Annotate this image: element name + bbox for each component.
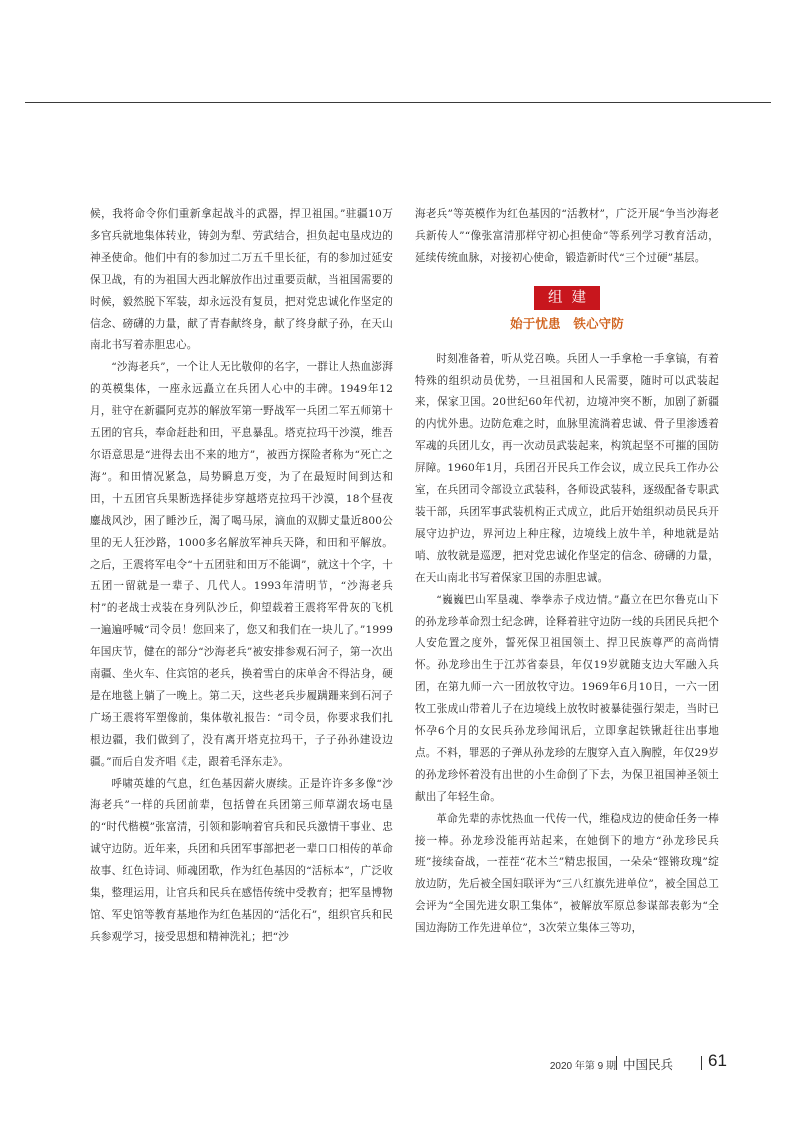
footer-divider: [701, 1056, 702, 1070]
paragraph: “沙海老兵”，一个让人无比敬仰的名字，一群让人热血澎湃的英模集体，一座永远矗立在兵团人心中的丰碑。1949年12月，驻守在新疆阿克苏的解放军第一野战军一兵团二军五师第十五团的官兵，奉命赶赴和田，平息暴乱。塔克拉玛干沙漠，维吾尔语意思是“进得去出不来的地方”，被西方探险者称为“死亡之海”。和田情况紧急，局势瞬息万变，为了在最短时间到达和田，十五团官兵果断选择徒步穿越塔克拉玛干沙漠，18个昼夜鏖战风沙，困了睡沙丘，渴了喝马尿，滴血的双脚丈量近800公里的无人狂沙路，1000多名解放军神兵天降，和田和平解放。之后，王震将军电令“十五团驻和田万不能调”，就这十个字，十五团一留就是一辈子、几代人。1993年清明节，“沙海老兵村”的老战士戎装在身列队沙丘，仰望载着王震将军骨灰的飞机一遍遍呼喊“司令员！您回来了，您又和我们在一块儿了。”1999年国庆节，健在的部分“沙海老兵”被安排参观石河子，第一次出南疆、坐火车、住宾馆的老兵，换着雪白的床单舍不得沾身，硬是在地毯上躺了一晚上。第二天，这些老兵步履蹒跚来到石河子广场王震将军塑像前，集体敬礼报告：“司令员，你要求我们扎根边疆，我们做到了，没有离开塔克拉玛干，子子孙孙建设边疆。”而后自发齐唱《走，跟着毛泽东走》。: [90, 361, 393, 768]
paragraph: “巍巍巴山军垦魂、拳拳赤子戍边情。”矗立在巴尔鲁克山下的孙龙珍革命烈士纪念碑，诠释着驻守边防一线的兵团民兵把个人安危置之度外，誓死保卫祖国领土、捍卫民族尊严的高尚情怀。孙龙珍出生于江苏省泰县，年仅19岁就随支边大军融入兵团，在第九师一六一团放牧守边。1969年6月10日，一六一团牧工张成山带着儿子在边境线上放牧时被暴徒强行架走，当时已怀孕6个月的女民兵孙龙珍闻讯后，立即拿起铁锹赶往出事地点。不料，罪恶的子弹从孙龙珍的左腹穿入直入胸膛，年仅29岁的孙龙珍怀着没有出世的小生命倒了下去，为保卫祖国神圣领土献出了年轻生命。: [415, 593, 719, 803]
magazine-name: 中国民兵: [623, 1057, 674, 1072]
paragraph: 呼啸英雄的气息，红色基因薪火赓续。正是许许多多像“沙海老兵”一样的兵团前辈，包括曾在兵团第三师草湖农场屯垦的“时代楷模”张富清，引领和影响着官兵和民兵激情干事业、忠诚守边防。近年来，兵团和兵团军事部把老一辈口口相传的革命故事、红色诗词、师魂团歌，作为红色基因的“活标本”，广泛收集，整理运用，让官兵和民兵在感悟传统中受教育；把军垦博物馆、军史馆等教育基地作为红色基因的“活化石”，组织官兵和民兵参观学习，接受思想和精神洗礼；把“沙: [90, 777, 393, 943]
section-tag: 组建: [534, 286, 600, 310]
section-heading: [415, 286, 719, 333]
right-column: [415, 204, 719, 940]
page-number: 61: [708, 1051, 727, 1070]
paragraph: 革命先辈的赤忱热血一代传一代，维稳戍边的使命任务一棒接一棒。孙龙珍没能再站起来，在她倒下的地方“孙龙珍民兵班”接续奋战，一茬茬“花木兰”精忠报国，一朵朵“铿锵玫瑰”绽放边防，先后被全国妇联评为“三八红旗先进单位”，被全国总工会评为“全国先进女职工集体”，被解放军原总参谋部表彰为“全国边海防工作先进单位”，3次荣立集体三等功，: [415, 812, 719, 935]
paragraph: 时刻准备着，听从党召唤。兵团人一手拿枪一手拿镐，有着特殊的组织动员优势，一旦祖国和人民需要，随时可以武装起来，保家卫国。20世纪60年代初，边境冲突不断，加剧了新疆的内忧外患。边防危难之时，血脉里流淌着忠诚、骨子里渗透着军魂的兵团儿女，再一次动员武装起来，构筑起坚不可摧的国防屏障。1960年1月，兵团召开民兵工作会议，成立民兵工作办公室，在兵团司令部设立武装科，各师设武装科，逐级配备专职武装干部，兵团军事武装机构正式成立，此后开始组织动员民兵开展守边护边，界河边上种庄稼，边境线上放牛羊，种地就是站哨、放牧就是巡逻，把对党忠诚化作坚定的信念、磅礴的力量，在天山南北书写着保家卫国的赤胆忠诚。: [415, 352, 719, 584]
footer-divider: [616, 1056, 617, 1070]
paragraph: 候，我将命令你们重新拿起战斗的武器，捍卫祖国。”驻疆10万多官兵就地集体转业，铸剑为犁、劳武结合，担负起屯垦戍边的神圣使命。他们中有的参加过二万五千里长征，有的参加过延安保卫战，有的为祖国大西北解放作出过重要贡献，当祖国需要的时候，毅然脱下军装，却永远没有复员，把对党忠诚化作坚定的信念、磅礴的力量，献了青春献终身，献了终身献子孙，在天山南北书写着赤胆忠心。: [90, 208, 393, 352]
header-rule: [25, 102, 771, 103]
paragraph: 海老兵”等英模作为红色基因的“活教材”，广泛开展“争当沙海老兵新传人”“像张富清那样守初心担使命”等系列学习教育活动，延续传统血脉，对接初心使命，锻造新时代“三个过硬”基层。: [415, 208, 719, 264]
page-footer: [0, 1051, 727, 1073]
issue-label: 2020 年第 9 期: [549, 1061, 616, 1072]
left-column: [90, 204, 393, 949]
section-subtitle: 始于忧患 铁心守防: [510, 315, 624, 331]
